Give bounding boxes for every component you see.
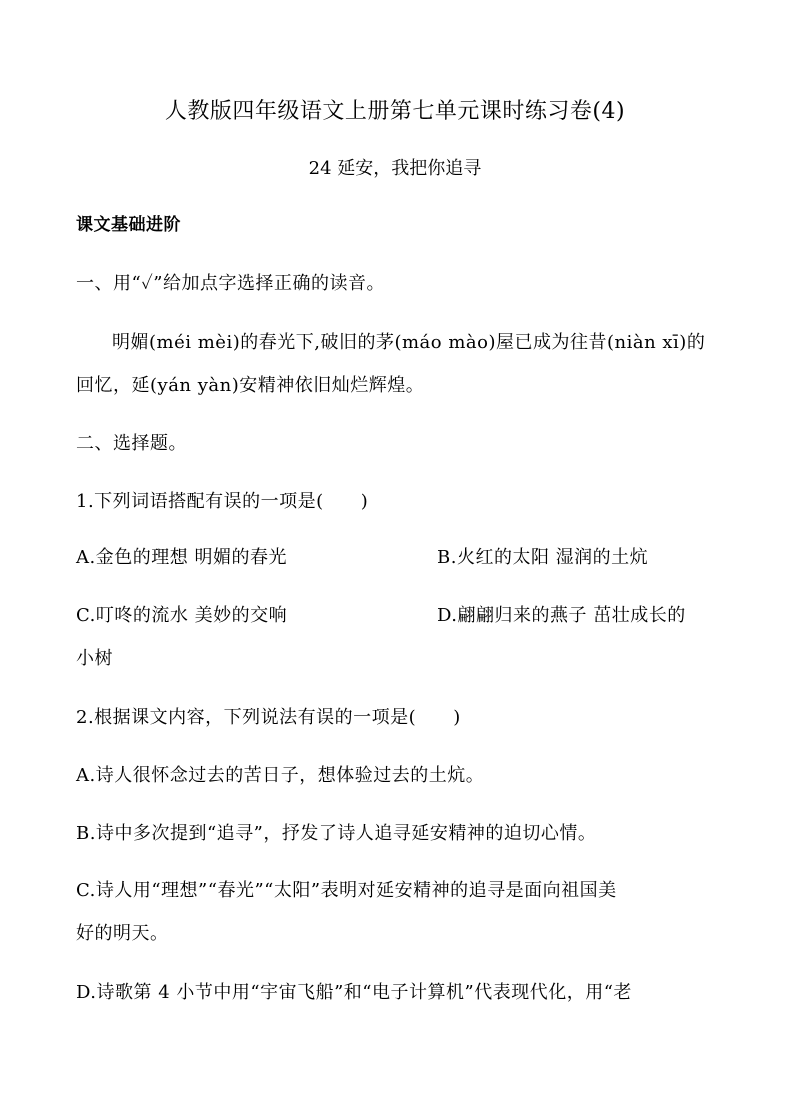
item-1-option-d: D.翩翩归来的燕子 茁壮成长的 [437,605,686,626]
item-2-option-c: C.诗人用“理想”“春光”“太阳”表明对延安精神的追寻是面向祖国美 [76,880,617,901]
section-heading: 课文基础进阶 [76,215,181,235]
item-1-option-a: A.金色的理想 明媚的春光 [76,547,287,568]
item-2-option-a: A.诗人很怀念过去的苦日子，想体验过去的土炕。 [76,765,485,786]
item-2-option-d: D.诗歌第 4 小节中用“宇宙飞船”和“电子计算机”代表现代化，用“老 [76,982,632,1003]
item-2-stem: 2.根据课文内容，下列说法有误的一项是( ) [76,707,461,728]
item-1-stem: 1.下列词语搭配有误的一项是( ) [76,491,369,512]
question-1-paragraph-line-1: 明媚(méi mèi)的春光下,破旧的茅(máo mào)屋已成为往昔(niàn xī)的 [112,332,706,353]
question-1-paragraph-line-2: 回忆，延(yán yàn)安精神依旧灿烂辉煌。 [76,375,425,396]
question-2-heading: 二、选择题。 [76,433,187,454]
item-1-option-b: B.火红的太阳 湿润的土炕 [437,547,649,568]
item-1-option-c: C.叮咚的流水 美妙的交响 [76,605,288,626]
page-title: 人教版四年级语文上册第七单元课时练习卷(4) [164,99,626,124]
item-2-option-c-continued: 好的明天。 [76,923,169,944]
question-1-heading: 一、用“✓”给加点字选择正确的读音。 [76,273,386,294]
lesson-subtitle: 24 延安，我把你追寻 [308,158,482,179]
item-1-option-d-continued: 小树 [76,648,113,669]
item-2-option-b: B.诗中多次提到“追寻”，抒发了诗人追寻延安精神的迫切心情。 [76,823,597,844]
